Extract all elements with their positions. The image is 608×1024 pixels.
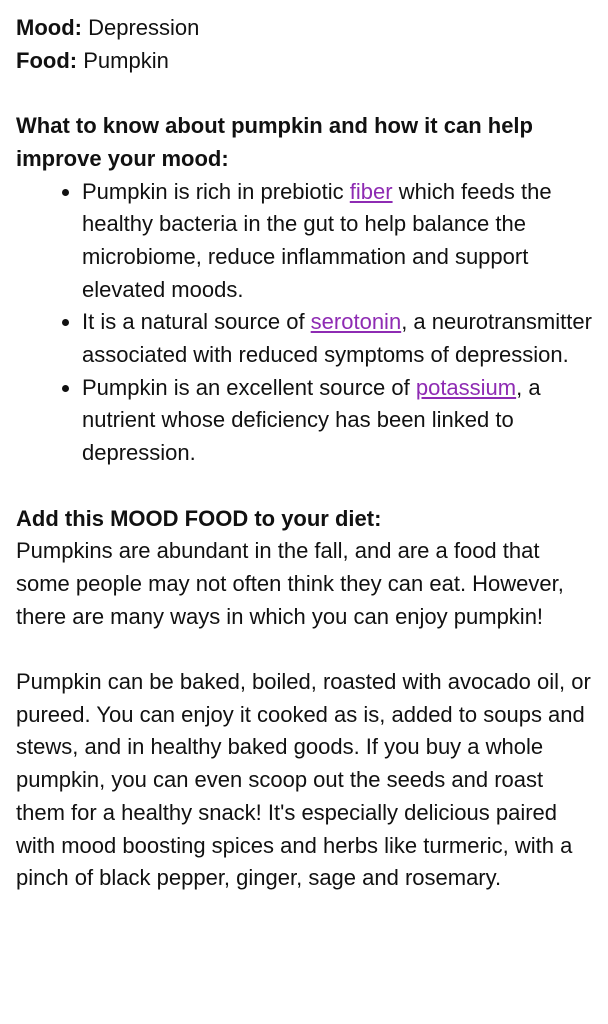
list-item (82, 372, 592, 470)
list-item (82, 176, 592, 307)
food-value: Pumpkin (83, 47, 169, 73)
spacer (16, 633, 592, 666)
bullet-text: , a neurotransmitter associated with reduced symptoms of depression. (82, 309, 592, 368)
potassium-link[interactable]: potassium (415, 374, 517, 400)
fiber-link[interactable]: fiber (349, 178, 393, 204)
mood-line (16, 12, 592, 45)
section-heading-diet-text: Add this MOOD FOOD to your diet: (16, 505, 382, 531)
bullet-text: , a nutrient whose deficiency has been linked to depression. (82, 374, 541, 466)
serotonin-link[interactable]: serotonin (310, 309, 402, 335)
diet-paragraph-1: Pumpkins are abundant in the fall, and are a food that some people may not often think they can eat. However, there are many ways in which you can enjoy pumpkin! (16, 538, 564, 629)
bullet-text: It is a natural source of (82, 309, 311, 335)
mood-value: Depression (88, 15, 200, 40)
section-heading-benefits (16, 110, 592, 175)
list-item (82, 306, 592, 371)
benefits-list (16, 176, 592, 470)
food-line (16, 45, 592, 78)
diet-paragraph-2: Pumpkin can be baked, boiled, roasted with avocado oil, or pureed. You can enjoy it cooked as is, added to soups and stews, and in healthy baked goods. If you buy a whole pumpkin, you can even scoop out the seeds and roast them for a healthy snack! It's especially delicious paired with mood boosting spices and herbs like turmeric, with a pinch of black pepper, ginger, sage and rosemary. (16, 669, 591, 891)
bullet-text: Pumpkin is rich in prebiotic (82, 178, 350, 204)
spacer (16, 77, 592, 110)
bullet-text: which feeds the healthy bacteria in the gut to help balance the microbiome, reduce inflammation and support elevated moods. (82, 178, 552, 302)
bullet-text: Pumpkin is an excellent source of (82, 374, 416, 400)
food-label: Food: (16, 47, 78, 73)
spacer (16, 470, 592, 503)
section-heading-benefits-text: What to know about pumpkin and how it can help improve your mood: (16, 113, 533, 171)
mood-label: Mood: (16, 15, 82, 40)
section-heading-diet (16, 503, 592, 536)
